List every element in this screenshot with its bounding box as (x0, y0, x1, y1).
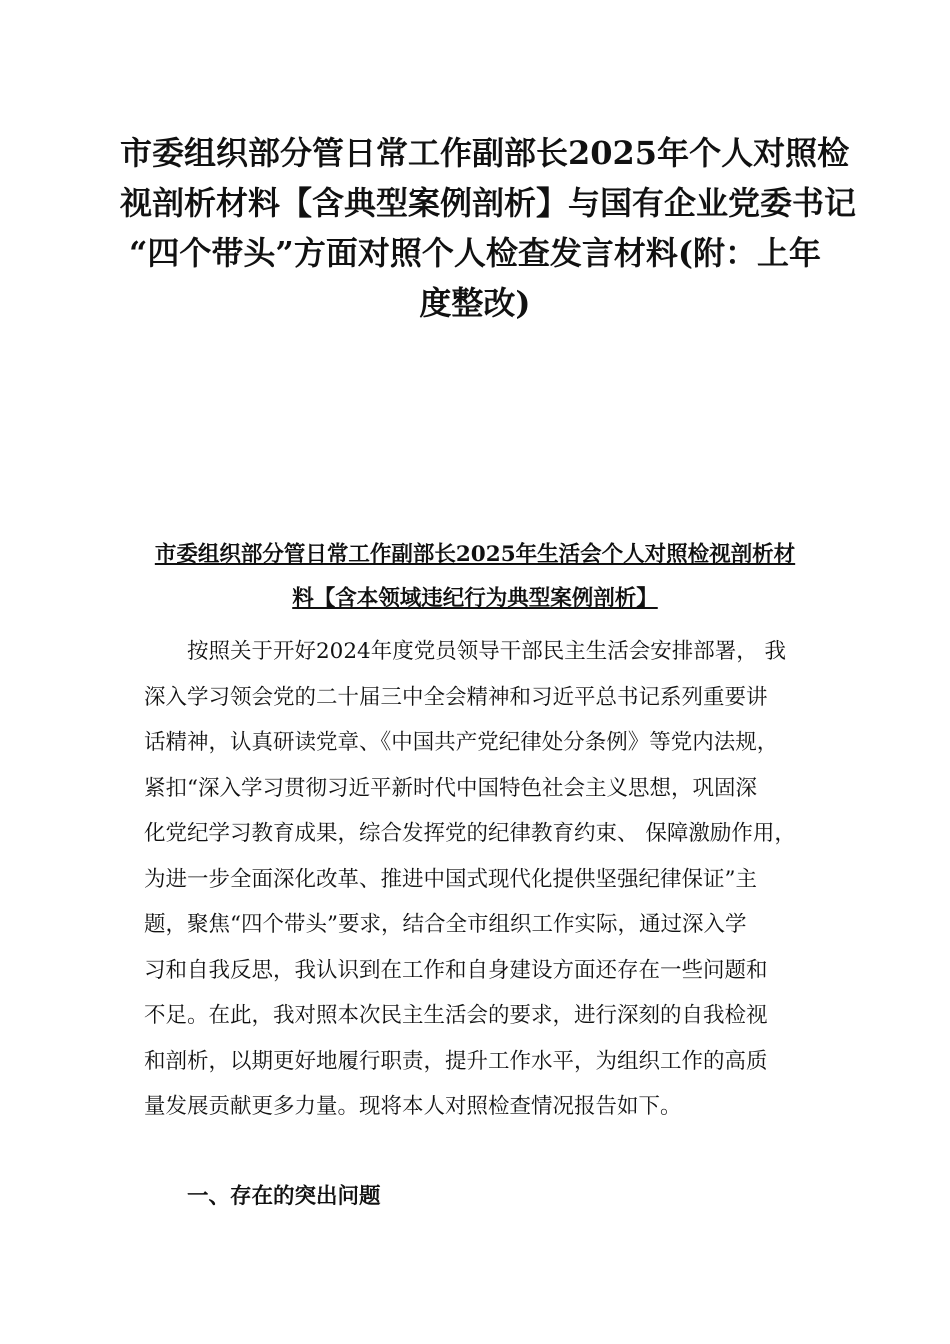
paragraph-line: 题，聚焦“四个带头”要求，结合全市组织工作实际，通过深入学 (144, 912, 747, 937)
paragraph-line: 量发展贡献更多力量。现将本人对照检查情况报告如下。 (144, 1094, 682, 1119)
document-title-line: 市委组织部分管日常工作副部长2025年个人对照检 (120, 134, 850, 172)
heading-one: 一、存在的突出问题 (187, 1184, 381, 1209)
paragraph-line: 深入学习领会党的二十届三中全会精神和习近平总书记系列重要讲 (144, 684, 768, 710)
paragraph-line: 紧扣“深入学习贯彻习近平新时代中国特色社会主义思想，巩固深 (144, 775, 757, 801)
paragraph-line: 按照关于开好2024年度党员领导干部民主生活会安排部署， 我 (187, 639, 787, 664)
intro-paragraph (144, 629, 824, 1130)
document-title-line: “四个带头”方面对照个人检查发言材料(附：上年 (129, 234, 821, 272)
paragraph-line: 不足。在此，我对照本次民主生活会的要求，进行深刻的自我检视 (144, 1003, 768, 1028)
section-title (120, 533, 830, 621)
paragraph-line: 为进一步全面深化改革、推进中国式现代化提供坚强纪律保证”主 (144, 866, 757, 892)
paragraph-line: 话精神，认真研读党章、《中国共产党纪律处分条例》等党内法规， (144, 730, 779, 755)
section-title-line: 市委组织部分管日常工作副部长2025年生活会个人对照检视剖析材 (154, 542, 796, 567)
paragraph-line: 和剖析，以期更好地履行职责，提升工作水平，为组织工作的高质 (144, 1048, 768, 1074)
document-title-line: 度整改) (419, 284, 531, 322)
paragraph-line: 习和自我反思，我认识到在工作和自身建设方面还存在一些问题和 (144, 957, 768, 983)
document-title-line: 视剖析材料【含典型案例剖析】与国有企业党委书记 (120, 184, 857, 222)
paragraph-line: 化党纪学习教育成果，综合发挥党的纪律教育约束、 保障激励作用， (144, 821, 796, 846)
document-title (120, 128, 857, 328)
section-title-line: 料【含本领域违纪行为典型案例剖析】 (292, 586, 658, 611)
